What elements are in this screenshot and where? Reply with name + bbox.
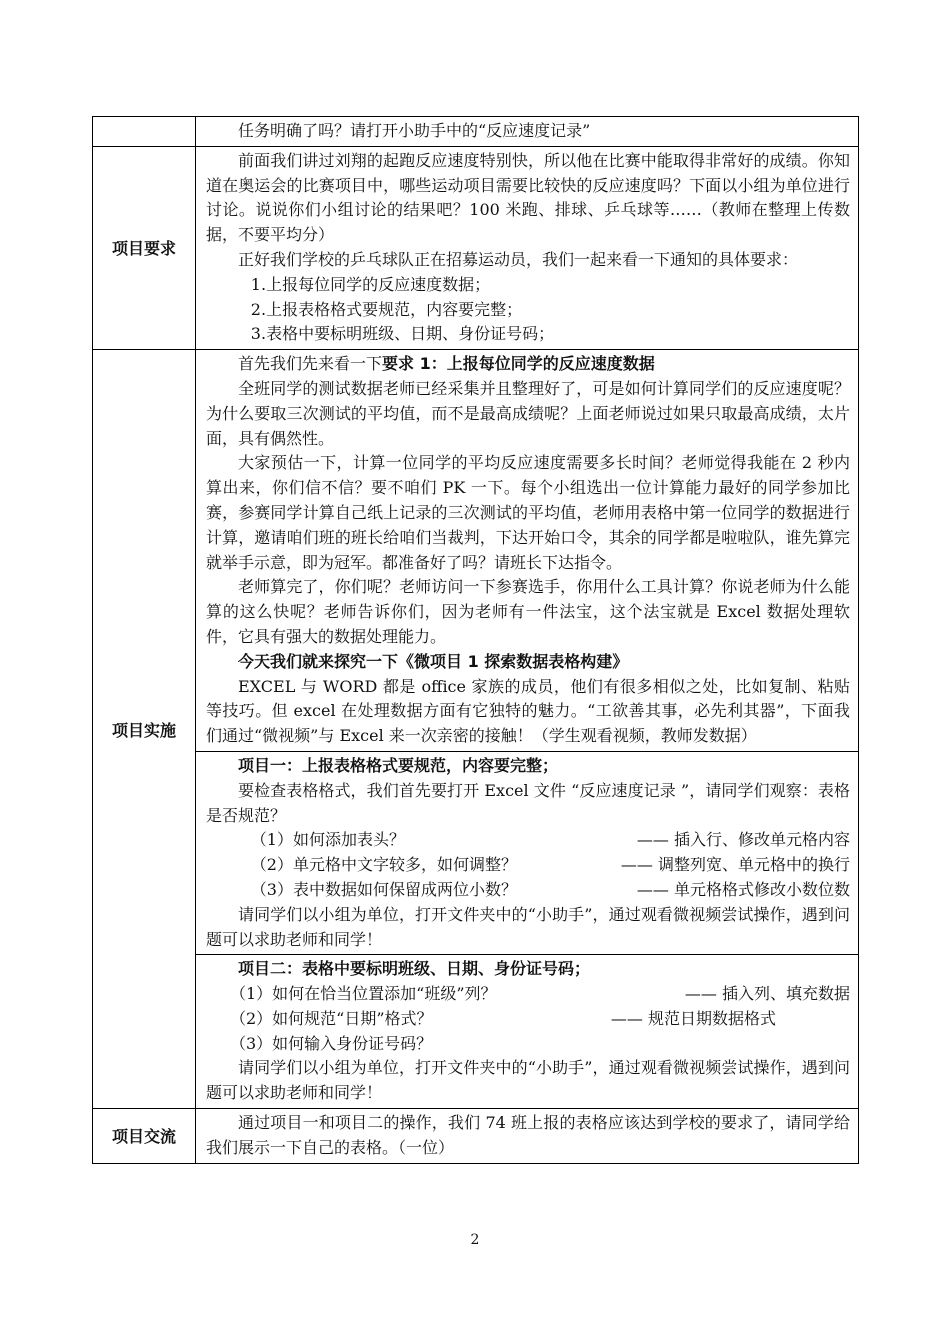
list-item: 1.上报每位同学的反应速度数据； [250,274,491,294]
paragraph: 要检查表格格式，我们首先要打开 Excel 文件 “反应速度记录 ”，请同学们观察：表格是否规范？ [206,780,850,825]
table-row [93,117,859,147]
paragraph [206,352,850,377]
question: （2）如何规范“日期”格式？ [230,1008,433,1028]
task-confirm-text: 任务明确了吗？请打开小助手中的“反应速度记录” [238,121,591,140]
project-1-heading: 项目一：上报表格格式要规范，内容要完整； [238,755,559,775]
table-row [93,146,859,349]
qa-line [206,878,850,903]
qa-line [206,828,850,853]
question: （3）如何输入身份证号码？ [230,1033,433,1053]
micro-project-heading: 今天我们就来探究一下《微项目 1 探索数据表格构建》 [238,651,629,671]
paragraph [206,957,850,982]
list-item: 2.上报表格格式要规范，内容要完整； [250,299,523,319]
paragraph: 全班同学的测试数据老师已经采集并且整理好了，可是如何计算同学们的反应速度呢？为什么要取三次测试的平均值，而不是最高成绩呢？上面老师说过如果只取最高成绩，太片面，具有偶然性。 [206,378,850,448]
paragraph: 大家预估一下，计算一位同学的平均反应速度需要多长时间？老师觉得我能在 2 秒内算出来，你们信不信？要不咱们 PK 一下。每个小组选出一位计算能力最好的同学参加比赛，参赛同学计算自己纸上记录的三次测试的平均值，老师用表格中第一位同学的数据进行计算，邀请咱们班的班长给咱们当裁判，下达开始口令，其余的同学都是啦啦队，谁先算完就举手示意，即为冠军。都准备好了吗？请班长下达指令。 [206,453,850,572]
table-row [93,350,859,752]
project-2-heading: 项目二：表格中要标明班级、日期、身份证号码； [238,959,591,979]
qa-line [206,982,850,1007]
row-label-implementation: 项目实施 [93,350,196,1109]
requirement-1-heading: 要求 1：上报每位同学的反应速度数据 [382,354,655,374]
paragraph: 请同学们以小组为单位，打开文件夹中的“小助手”，通过观看微视频尝试操作，遇到问题可以求助老师和同学！ [206,1058,850,1103]
table-row [93,1109,859,1164]
row-content [196,955,859,1109]
row-label-requirements: 项目要求 [93,146,196,349]
paragraph: 正好我们学校的乒乓球队正在招募运动员，我们一起来看一下通知的具体要求： [238,249,799,269]
question: （1）如何添加表头？ [250,830,405,850]
paragraph [206,650,850,675]
row-content [196,146,859,349]
question: （3）表中数据如何保留成两位小数？ [250,879,517,899]
question: （2）单元格中文字较多，如何调整？ [250,855,517,875]
qa-line [206,853,850,878]
paragraph [206,754,850,779]
page-number: 2 [470,1232,480,1248]
list-item: 3.表格中要标明班级、日期、身份证号码； [250,324,555,344]
paragraph: 老师算完了，你们呢？老师访问一下参赛选手，你用什么工具计算？你说老师为什么能算的这么快呢？老师告诉你们，因为老师有一件法宝，这个法宝就是 Excel 数据处理软件，它具有强大的数据处理能力。 [206,577,850,646]
row-label-exchange: 项目交流 [93,1109,196,1164]
paragraph: EXCEL 与 WORD 都是 office 家族的成员，他们有很多相似之处，比如复制、粘贴等技巧。但 excel 在处理数据方面有它独特的魅力。“工欲善其事，必先利其器”，下面我们通过“微视频”与 Excel 来一次亲密的接触！（学生观看视频，教师发数据） [206,676,850,746]
paragraph: 通过项目一和项目二的操作，我们 74 班上报的表格应该达到学校的要求了，请同学给我们展示一下自己的表格。（一位） [206,1113,850,1157]
qa-line [206,1007,850,1032]
table-row [93,751,859,954]
row-content [196,117,859,147]
paragraph: 前面我们讲过刘翔的起跑反应速度特别快，所以他在比赛中能取得非常好的成绩。你知道在奥运会的比赛项目中，哪些运动项目需要比较快的反应速度吗？下面以小组为单位进行讨论。说说你们小组讨论的结果吧？100 米跑、排球、乒乓球等……（教师在整理上传数据，不要平均分） [206,150,850,245]
row-label-empty [93,117,196,147]
paragraph-lead: 首先我们先来看一下 [238,354,383,374]
row-content [196,751,859,954]
table-row [93,955,859,1109]
row-content [196,350,859,752]
answer: —— 插入行、修改单元格内容 [636,830,850,850]
answer: —— 单元格格式修改小数位数 [636,879,850,899]
lesson-plan-table [92,116,859,1164]
paragraph: 请同学们以小组为单位，打开文件夹中的“小助手”，通过观看微视频尝试操作，遇到问题可以求助老师和同学！ [206,904,850,949]
answer: —— 规范日期数据格式 [610,1008,776,1028]
qa-line [206,1032,850,1057]
question: （1）如何在恰当位置添加“班级”列？ [230,984,497,1004]
row-content [196,1109,859,1164]
answer: —— 插入列、填充数据 [684,984,850,1004]
answer: —— 调整列宽、单元格中的换行 [620,855,850,875]
